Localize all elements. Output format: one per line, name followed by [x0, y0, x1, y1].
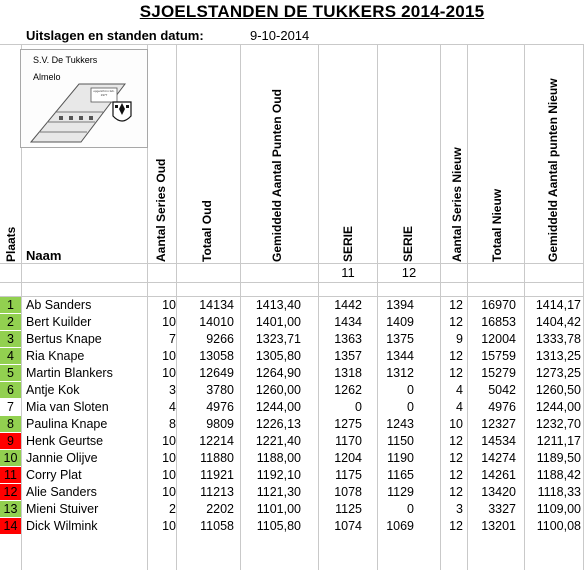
header-naam: Naam [26, 248, 62, 263]
cell-s1: 1318 [334, 366, 362, 380]
logo-sign-text: opgericht in feb. 1977 [93, 89, 115, 97]
cell-totaal-nieuw: 12004 [481, 332, 516, 346]
player-name: Ab Sanders [26, 298, 92, 312]
cell-gem-nieuw: 1260,50 [535, 383, 581, 397]
table-row [0, 484, 584, 501]
logo-city: Almelo [33, 72, 61, 82]
cell-totaal-oud: 14010 [199, 315, 234, 329]
cell-totaal-nieuw: 15759 [481, 349, 516, 363]
header-serie-1: SERIE [341, 225, 355, 262]
cell-gem-nieuw: 1100,08 [536, 519, 581, 533]
cell-totaal-oud: 13058 [199, 349, 234, 363]
player-name: Antje Kok [26, 383, 80, 397]
cell-gem-nieuw: 1273,25 [535, 366, 581, 380]
cell-aantal-nieuw: 12 [449, 451, 463, 465]
rank-cell: 8 [0, 416, 21, 432]
table-row [0, 314, 584, 331]
cell-totaal-oud: 9809 [206, 417, 234, 431]
table-row [0, 348, 584, 365]
cell-aantal-nieuw: 12 [449, 519, 463, 533]
cell-aantal-oud: 10 [162, 519, 176, 533]
cell-s2: 1344 [386, 349, 414, 363]
cell-aantal-nieuw: 12 [449, 485, 463, 499]
cell-aantal-oud: 2 [169, 502, 176, 516]
cell-totaal-oud: 11921 [200, 468, 234, 482]
header-totaal-nieuw: Totaal Nieuw [490, 188, 504, 262]
cell-s1: 1363 [334, 332, 362, 346]
grid-line [0, 282, 584, 283]
table-row [0, 501, 584, 518]
rank-cell: 4 [0, 348, 21, 364]
rank-cell: 3 [0, 331, 21, 347]
rank-cell: 5 [0, 365, 21, 381]
cell-s2: 0 [407, 502, 414, 516]
cell-totaal-nieuw: 12327 [481, 417, 516, 431]
rank-cell: 1 [0, 297, 21, 313]
rank-cell: 11 [0, 467, 21, 483]
cell-s2: 1165 [387, 468, 414, 482]
cell-aantal-oud: 3 [169, 383, 176, 397]
cell-s2: 1129 [387, 485, 414, 499]
cell-s1: 1175 [335, 468, 362, 482]
cell-totaal-oud: 11213 [200, 485, 234, 499]
header-plaats: Plaats [4, 226, 18, 262]
cell-s2: 1069 [386, 519, 414, 533]
cell-s1: 1170 [335, 434, 362, 448]
player-name: Mia van Sloten [26, 400, 109, 414]
rank-cell: 10 [0, 450, 21, 466]
player-name: Henk Geurtse [26, 434, 104, 448]
cell-totaal-nieuw: 16970 [481, 298, 516, 312]
cell-aantal-nieuw: 10 [449, 417, 463, 431]
table-row [0, 467, 584, 484]
cell-totaal-nieuw: 14261 [481, 468, 516, 482]
rank-cell: 13 [0, 501, 21, 517]
grid-line [0, 44, 584, 45]
cell-gem-nieuw: 1244,00 [535, 400, 581, 414]
cell-s1: 1125 [335, 502, 362, 516]
cell-gem-oud: 1221,40 [255, 434, 301, 448]
cell-aantal-nieuw: 12 [449, 434, 463, 448]
cell-gem-nieuw: 1404,42 [535, 315, 581, 329]
cell-s2: 1409 [386, 315, 414, 329]
cell-gem-oud: 1105,80 [256, 519, 301, 533]
cell-s1: 1262 [334, 383, 362, 397]
cell-gem-oud: 1121,30 [256, 485, 301, 499]
cell-totaal-oud: 2202 [206, 502, 234, 516]
title-text: SJOELSTANDEN DE TUKKERS 2014-2015 [139, 2, 485, 21]
header-gemiddeld-oud: Gemiddeld Aantal Punten Oud [270, 89, 284, 262]
cell-s1: 1078 [334, 485, 362, 499]
logo-club-name: S.V. De Tukkers [33, 55, 98, 65]
cell-s1: 1275 [334, 417, 362, 431]
cell-totaal-oud: 9266 [206, 332, 234, 346]
cell-aantal-oud: 10 [162, 298, 176, 312]
cell-totaal-nieuw: 5042 [488, 383, 516, 397]
cell-aantal-nieuw: 12 [449, 468, 463, 482]
cell-aantal-oud: 10 [162, 315, 176, 329]
cell-aantal-nieuw: 4 [456, 383, 463, 397]
cell-aantal-oud: 4 [169, 400, 176, 414]
header-totaal-oud: Totaal Oud [200, 200, 214, 262]
cell-s2: 1190 [387, 451, 414, 465]
cell-aantal-oud: 7 [169, 332, 176, 346]
cell-aantal-nieuw: 12 [449, 298, 463, 312]
serie-number-2: 12 [401, 265, 417, 280]
cell-s1: 0 [355, 400, 362, 414]
header-serie-2: SERIE [401, 225, 415, 262]
cell-gem-oud: 1264,90 [255, 366, 301, 380]
cell-aantal-oud: 10 [162, 434, 176, 448]
rank-cell: 12 [0, 484, 21, 500]
cell-s1: 1357 [334, 349, 362, 363]
cell-s1: 1074 [334, 519, 362, 533]
sjoelbak-icon [21, 50, 147, 147]
cell-gem-oud: 1413,40 [255, 298, 301, 312]
player-name: Dick Wilmink [26, 519, 98, 533]
cell-totaal-nieuw: 3327 [488, 502, 516, 516]
cell-aantal-oud: 10 [162, 349, 176, 363]
rank-cell: 7 [7, 400, 14, 414]
cell-aantal-oud: 8 [169, 417, 176, 431]
cell-s2: 1312 [386, 366, 414, 380]
player-name: Bertus Knape [26, 332, 102, 346]
cell-aantal-oud: 10 [162, 366, 176, 380]
cell-gem-nieuw: 1333,78 [535, 332, 581, 346]
player-name: Paulina Knape [26, 417, 108, 431]
club-logo [20, 49, 148, 148]
table-row [0, 365, 584, 382]
cell-s2: 1375 [386, 332, 414, 346]
cell-aantal-nieuw: 3 [456, 502, 463, 516]
cell-totaal-nieuw: 13420 [481, 485, 516, 499]
cell-aantal-nieuw: 12 [449, 349, 463, 363]
cell-aantal-nieuw: 12 [449, 315, 463, 329]
cell-totaal-oud: 4976 [206, 400, 234, 414]
cell-gem-oud: 1188,00 [256, 451, 301, 465]
cell-s2: 1150 [387, 434, 414, 448]
cell-gem-nieuw: 1118,33 [537, 485, 581, 499]
header-gemiddeld-nieuw: Gemiddeld Aantal punten Nieuw [546, 78, 560, 262]
cell-s1: 1204 [334, 451, 362, 465]
cell-gem-nieuw: 1109,00 [536, 502, 581, 516]
cell-gem-nieuw: 1211,17 [536, 434, 581, 448]
cell-totaal-oud: 12214 [199, 434, 234, 448]
cell-aantal-nieuw: 9 [456, 332, 463, 346]
player-name: Bert Kuilder [26, 315, 92, 329]
cell-gem-oud: 1401,00 [255, 315, 301, 329]
rank-cell: 9 [0, 433, 21, 449]
cell-s2: 1394 [386, 298, 414, 312]
cell-gem-nieuw: 1313,25 [535, 349, 581, 363]
table-row [0, 518, 584, 535]
cell-gem-oud: 1323,71 [255, 332, 301, 346]
cell-aantal-oud: 10 [162, 451, 176, 465]
page-title [0, 2, 584, 22]
serie-number-1: 11 [341, 265, 355, 280]
cell-s1: 1442 [334, 298, 362, 312]
header-aantal-series-nieuw: Aantal Series Nieuw [450, 147, 464, 262]
cell-s1: 1434 [334, 315, 362, 329]
cell-totaal-nieuw: 14274 [481, 451, 516, 465]
cell-totaal-nieuw: 14534 [481, 434, 516, 448]
cell-gem-oud: 1192,10 [256, 468, 301, 482]
player-name: Alie Sanders [26, 485, 97, 499]
table-row [0, 433, 584, 450]
cell-s2: 0 [407, 400, 414, 414]
cell-totaal-oud: 11058 [200, 519, 234, 533]
cell-gem-nieuw: 1414,17 [535, 298, 581, 312]
cell-gem-oud: 1101,00 [256, 502, 301, 516]
table-row [0, 297, 584, 314]
cell-gem-oud: 1226,13 [255, 417, 301, 431]
player-name: Corry Plat [26, 468, 82, 482]
table-row [0, 331, 584, 348]
cell-aantal-nieuw: 12 [449, 366, 463, 380]
cell-totaal-oud: 3780 [206, 383, 234, 397]
cell-totaal-oud: 12649 [199, 366, 234, 380]
cell-gem-oud: 1260,00 [255, 383, 301, 397]
results-date: 9-10-2014 [250, 28, 310, 43]
player-name: Jannie Olijve [26, 451, 98, 465]
rank-cell: 2 [0, 314, 21, 330]
cell-totaal-nieuw: 16853 [481, 315, 516, 329]
rank-cell: 14 [0, 518, 21, 534]
table-row [0, 382, 584, 399]
cell-totaal-nieuw: 4976 [488, 400, 516, 414]
cell-gem-oud: 1305,80 [255, 349, 301, 363]
table-row [0, 450, 584, 467]
header-aantal-series-oud: Aantal Series Oud [154, 158, 168, 262]
cell-gem-oud: 1244,00 [255, 400, 301, 414]
cell-gem-nieuw: 1232,70 [535, 417, 581, 431]
cell-totaal-oud: 11880 [200, 451, 234, 465]
player-name: Ria Knape [26, 349, 85, 363]
cell-s2: 0 [407, 383, 414, 397]
results-date-label: Uitslagen en standen datum: [26, 28, 204, 43]
cell-totaal-nieuw: 15279 [481, 366, 516, 380]
cell-totaal-nieuw: 13201 [481, 519, 516, 533]
cell-aantal-nieuw: 4 [456, 400, 463, 414]
table-row [0, 399, 584, 416]
cell-gem-nieuw: 1189,50 [536, 451, 581, 465]
cell-aantal-oud: 10 [162, 468, 176, 482]
player-name: Mieni Stuiver [26, 502, 99, 516]
grid-line [0, 263, 584, 264]
cell-aantal-oud: 10 [162, 485, 176, 499]
table-row [0, 416, 584, 433]
cell-gem-nieuw: 1188,42 [536, 468, 581, 482]
cell-totaal-oud: 14134 [199, 298, 234, 312]
cell-s2: 1243 [386, 417, 414, 431]
player-name: Martin Blankers [26, 366, 113, 380]
rank-cell: 6 [0, 382, 21, 398]
